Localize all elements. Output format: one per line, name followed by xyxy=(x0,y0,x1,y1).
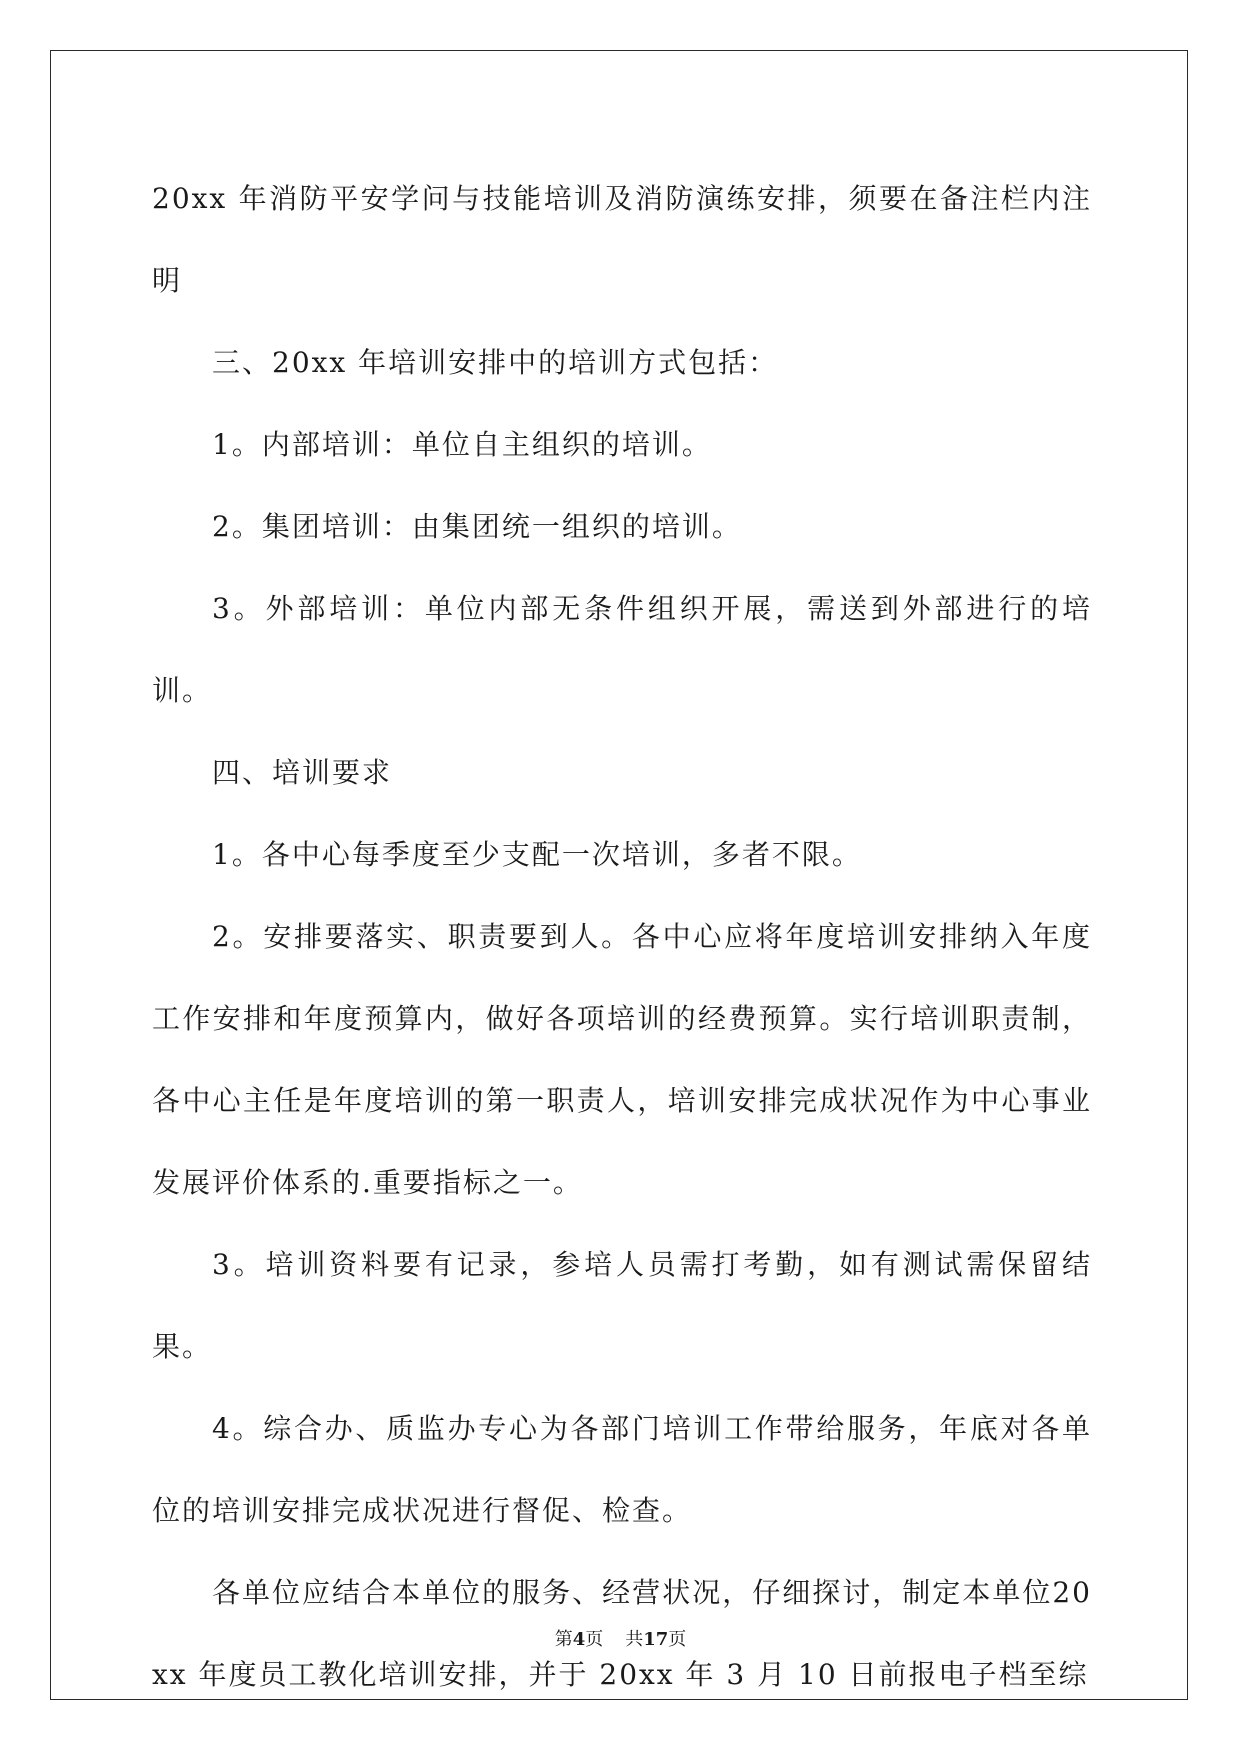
total-pages: 17 xyxy=(643,1629,669,1650)
list-item: 3。培训资料要有记录，参培人员需打考勤，如有测试需保留结果。 xyxy=(152,1248,1092,1363)
section-heading-training-requirements: 四、培训要求 xyxy=(212,756,393,789)
page-prefix: 第 xyxy=(554,1629,573,1650)
list-item: 1。各中心每季度至少支配一次培训，多者不限。 xyxy=(212,838,862,871)
paragraph: 20xx 年消防平安学问与技能培训及消防演练安排，须要在备注栏内注明 xyxy=(152,182,1092,297)
list-item: 1。内部培训：单位自主组织的培训。 xyxy=(212,428,712,461)
list-item: 2。安排要落实、职责要到人。各中心应将年度培训安排纳入年度工作安排和年度预算内，做好各项培训的经费预算。实行培训职责制，各中心主任是年度培训的第一职责人，培训安排完成状况作为中心事业发展评价体系的.重要指标之一。 xyxy=(152,920,1092,1199)
section-heading-training-methods: 三、20xx 年培训安排中的培训方式包括： xyxy=(212,346,779,379)
list-item: 4。综合办、质监办专心为各部门培训工作带给服务，年底对各单位的培训安排完成状况进行督促、检查。 xyxy=(152,1412,1092,1527)
paragraph: 各单位应结合本单位的服务、经营状况，仔细探讨，制定本单位20xx 年度员工教化培训安排，并于 20xx 年 3 月 10 日前报电子档至综 xyxy=(152,1576,1092,1691)
list-item: 3。外部培训：单位内部无条件组织开展，需送到外部进行的培训。 xyxy=(152,592,1092,707)
total-suffix: 页 xyxy=(668,1629,687,1650)
page-number: 4 xyxy=(572,1629,586,1650)
page-suffix: 页 xyxy=(585,1629,604,1650)
list-item: 2。集团培训：由集团统一组织的培训。 xyxy=(212,510,742,543)
total-prefix: 共 xyxy=(625,1629,644,1650)
document-body xyxy=(152,158,1092,1716)
page-footer xyxy=(0,1625,1241,1651)
